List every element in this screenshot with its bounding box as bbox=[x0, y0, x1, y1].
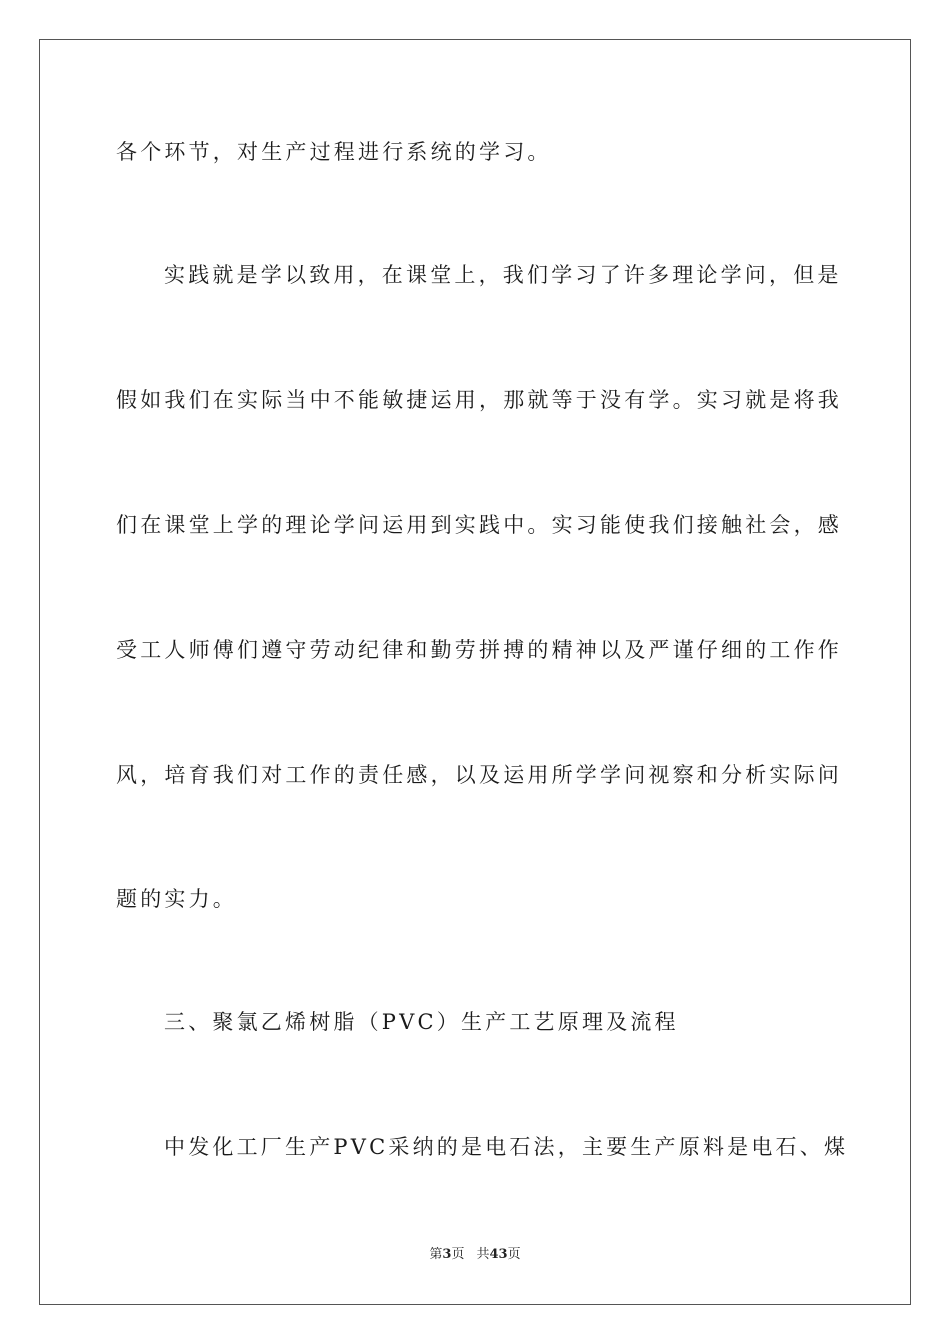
body-text-line: 受工人师傅们遵守劳动纪律和勤劳拼搏的精神以及严谨仔细的工作作 bbox=[116, 638, 842, 662]
section-heading: 三、聚氯乙烯树脂（PVC）生产工艺原理及流程 bbox=[164, 1010, 679, 1034]
paragraph-first-line: 实践就是学以致用，在课堂上，我们学习了许多理论学问，但是 bbox=[164, 263, 842, 287]
body-text-line: 题的实力。 bbox=[116, 887, 237, 911]
page-label-prefix: 第 bbox=[429, 1247, 443, 1262]
body-text-line: 风，培育我们对工作的责任感，以及运用所学学问视察和分析实际问 bbox=[116, 763, 842, 787]
page-footer bbox=[0, 1246, 950, 1264]
body-text-line: 们在课堂上学的理论学问运用到实践中。实习能使我们接触社会，感 bbox=[116, 513, 842, 537]
total-pages: 43 bbox=[489, 1247, 508, 1262]
body-text-line: 各个环节，对生产过程进行系统的学习。 bbox=[116, 140, 552, 164]
page-number: 3 bbox=[442, 1247, 452, 1262]
total-label-prefix: 共 bbox=[476, 1247, 490, 1262]
page-border bbox=[39, 39, 911, 1305]
page-label-suffix: 页 bbox=[451, 1247, 465, 1262]
paragraph-first-line: 中发化工厂生产PVC采纳的是电石法，主要生产原料是电石、煤 bbox=[164, 1135, 849, 1159]
body-text-line: 假如我们在实际当中不能敏捷运用，那就等于没有学。实习就是将我 bbox=[116, 388, 842, 412]
total-label-suffix: 页 bbox=[507, 1247, 521, 1262]
